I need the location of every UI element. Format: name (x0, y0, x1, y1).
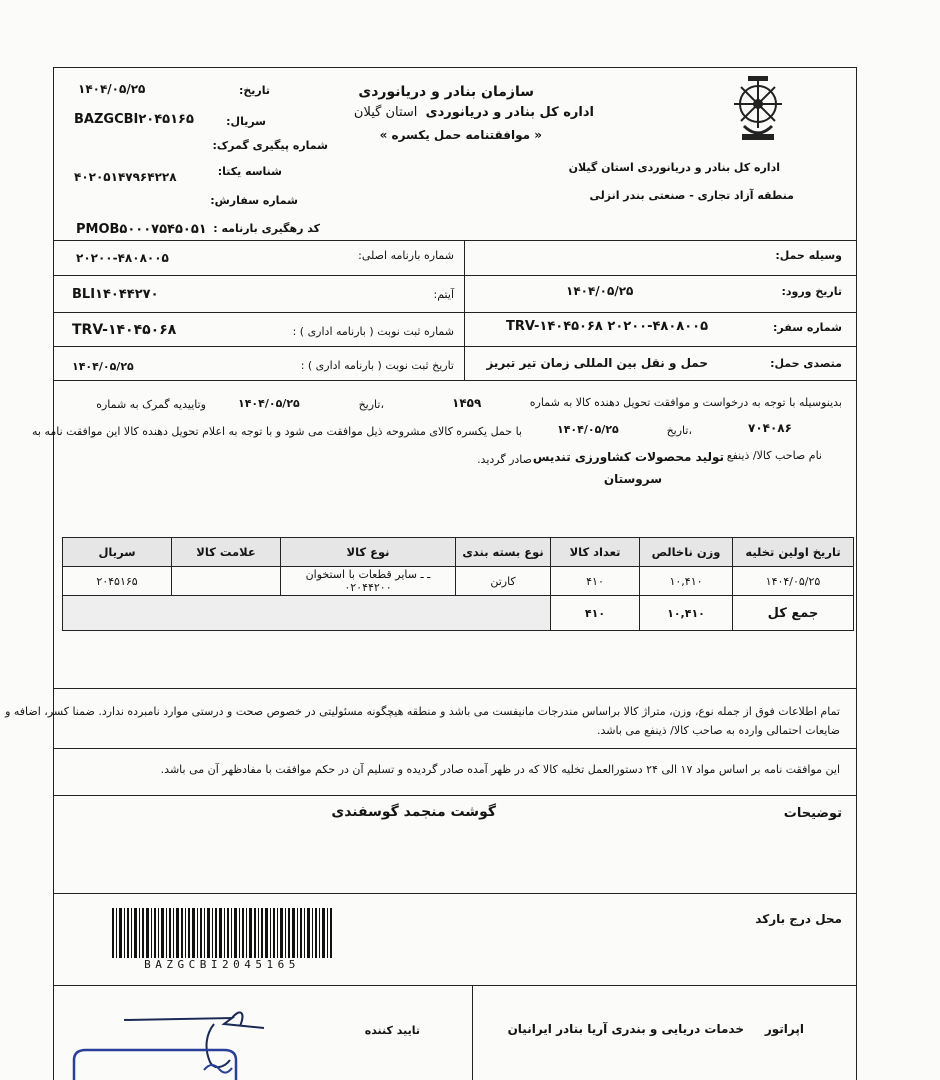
disclaimer-line1: تمام اطلاعات فوق از جمله نوع، وزن، متراژ کالا براساس مندرجات مانیفست می باشد و منطقه هیچگونه مسئولیتی در خصوص صحت و درستی موارد نامبرده ندارد. ضمنا کسر، اضافه و (5, 705, 840, 718)
total-row (63, 596, 854, 631)
left-dept: اداره کل بنادر و دریانوردی استان گیلان (568, 161, 780, 174)
col-serial: سریال (63, 538, 172, 567)
approver-label: تایید کننده (364, 1024, 420, 1037)
description-value: گوشت منجمد گوسفندی (331, 804, 496, 820)
total-weight: ۱۰,۴۱۰ (640, 596, 733, 631)
barcode-label: محل درج بارکد (755, 912, 842, 926)
orig-bl-label: شماره بارنامه اصلی: (358, 249, 454, 262)
col-packaging: نوع بسته بندی (456, 538, 551, 567)
doc-title: « موافقتنامه حمل یکسره » (379, 128, 542, 142)
carrier-label: متصدی حمل: (770, 357, 842, 370)
signature-stamp-icon (64, 1004, 284, 1080)
turn-reg-no-value: TRV-۱۴۰۴۵۰۶۸ (72, 322, 177, 338)
body-line1-num: ۱۴۵۹ (452, 396, 482, 410)
directorate-line (354, 105, 594, 120)
frame-top (53, 67, 857, 68)
item-value: BLI۱۴۰۴۴۲۷۰ (72, 287, 159, 302)
bl-tracking-value: PMOB۵۰۰۰۷۵۴۵۰۵۱ (76, 222, 207, 237)
items-table (62, 537, 854, 631)
org-name: سازمان بنادر و دریانوردی (358, 84, 534, 100)
frame-left (53, 67, 54, 1080)
col-quantity: تعداد کالا (551, 538, 640, 567)
body-line2-date-word: ،تاریخ (666, 424, 692, 437)
owner-label: نام صاحب کالا/ ذینفع (726, 449, 822, 462)
operator-value: خدمات دریایی و بندری آریا بنادر ایرانیان (507, 1022, 744, 1036)
cell-goods-mark (172, 567, 281, 596)
serial-label: سریال: (226, 115, 266, 128)
cell-serial: ۲۰۴۵۱۶۵ (63, 567, 172, 596)
voyage-value: TRV-۱۴۰۴۵۰۶۸ ۲۰۲۰۰-۴۸۰۸۰۰۵ (506, 319, 709, 334)
col-goods-mark: علامت کالا (172, 538, 281, 567)
body-line1-a: بدینوسیله با توجه به درخواست و موافقت تحویل دهنده کالا به شماره (529, 396, 842, 409)
disclaimer-line2: ضایعات احتمالی وارده به صاحب کالا/ ذینفع می باشد. (597, 724, 840, 737)
cell-date: ۱۴۰۴/۰۵/۲۵ (733, 567, 854, 596)
anchor-wheel-emblem-icon (730, 74, 786, 144)
body-line2-date: ۱۴۰۴/۰۵/۲۵ (557, 423, 619, 436)
cell-packaging: کارتن (456, 567, 551, 596)
barcode-icon (112, 908, 332, 958)
col-gross-weight: وزن ناخالص (640, 538, 733, 567)
barcode-text: BAZGCBI2045165 (144, 958, 300, 971)
table-row (63, 567, 854, 596)
item-label: آیتم: (433, 288, 454, 301)
cell-weight: ۱۰,۴۱۰ (640, 567, 733, 596)
vehicle-label: وسیله حمل: (775, 249, 842, 262)
operator-label: اپراتور (764, 1022, 804, 1036)
order-no-label: شماره سفارش: (210, 194, 298, 207)
unique-id-label: شناسه یکتا: (217, 165, 282, 178)
cell-goods-type: ـ ـ سایر قطعات با استخوان ۰۲۰۴۴۲۰۰ (281, 567, 456, 596)
arrival-label: تاریخ ورود: (781, 285, 842, 298)
unique-id-value: ۴۰۲۰۵۱۴۷۹۶۴۲۲۸ (74, 170, 177, 184)
frame-right (856, 67, 857, 1080)
date-value: ۱۴۰۴/۰۵/۲۵ (78, 82, 146, 96)
legal-note: این موافقت نامه بر اساس مواد ۱۷ الی ۲۴ دستورالعمل تخلیه کالا که در ظهر آمده صادر گردیده و تسلیم آن در حکم موافقت با مفادظهر آن می باشد. (160, 763, 840, 776)
body-line2-text: با حمل یکسره کالای مشروحه ذیل موافقت می شود و با توجه به اعلام تحویل دهنده کالا این موافقت نامه به (32, 425, 522, 438)
body-line1-date-word: ،تاریخ (358, 398, 384, 411)
voyage-label: شماره سفر: (773, 321, 842, 334)
table-header-row (63, 538, 854, 567)
body-line1-b: وتاییدیه گمرک به شماره (96, 398, 206, 411)
orig-bl-value: ۲۰۲۰۰-۴۸۰۸۰۰۵ (76, 251, 169, 265)
description-label: توضیحات (783, 806, 842, 821)
carrier-value: حمل و نقل بین المللی زمان تیر تبریز (486, 356, 708, 370)
customs-tracking-label: شماره پیگیری گمرک: (212, 139, 328, 152)
arrival-value: ۱۴۰۴/۰۵/۲۵ (566, 284, 634, 298)
issued-text: صادر گردید. (477, 453, 532, 466)
total-label: جمع کل (733, 596, 854, 631)
turn-reg-date-label: تاریخ ثبت نوبت ( بارنامه اداری ) : (300, 359, 454, 372)
province: استان گیلان (353, 105, 418, 120)
total-blank (63, 596, 551, 631)
body-line2-num: ۷۰۴۰۸۶ (748, 421, 792, 435)
cell-qty: ۴۱۰ (551, 567, 640, 596)
turn-reg-date-value: ۱۴۰۴/۰۵/۲۵ (72, 360, 134, 373)
col-goods-type: نوع کالا (281, 538, 456, 567)
total-count: ۴۱۰ (551, 596, 640, 631)
bl-tracking-label: کد رهگیری بارنامه : (213, 222, 320, 235)
free-zone: منطقه آزاد تجاری - صنعتی بندر انزلی (589, 189, 794, 202)
owner-line1: تولید محصولات کشاورزی تندیس (532, 450, 724, 464)
col-first-discharge-date: تاریخ اولین تخلیه (733, 538, 854, 567)
date-label: تاریخ: (238, 84, 270, 97)
directorate: اداره کل بنادر و دریانوردی (425, 105, 594, 120)
body-line1-date: ۱۴۰۴/۰۵/۲۵ (238, 397, 300, 410)
turn-reg-no-label: شماره ثبت نوبت ( بارنامه اداری ) : (292, 325, 454, 338)
serial-value: BAZGCBI۲۰۴۵۱۶۵ (74, 112, 194, 127)
owner-line2: سروستان (603, 472, 662, 486)
